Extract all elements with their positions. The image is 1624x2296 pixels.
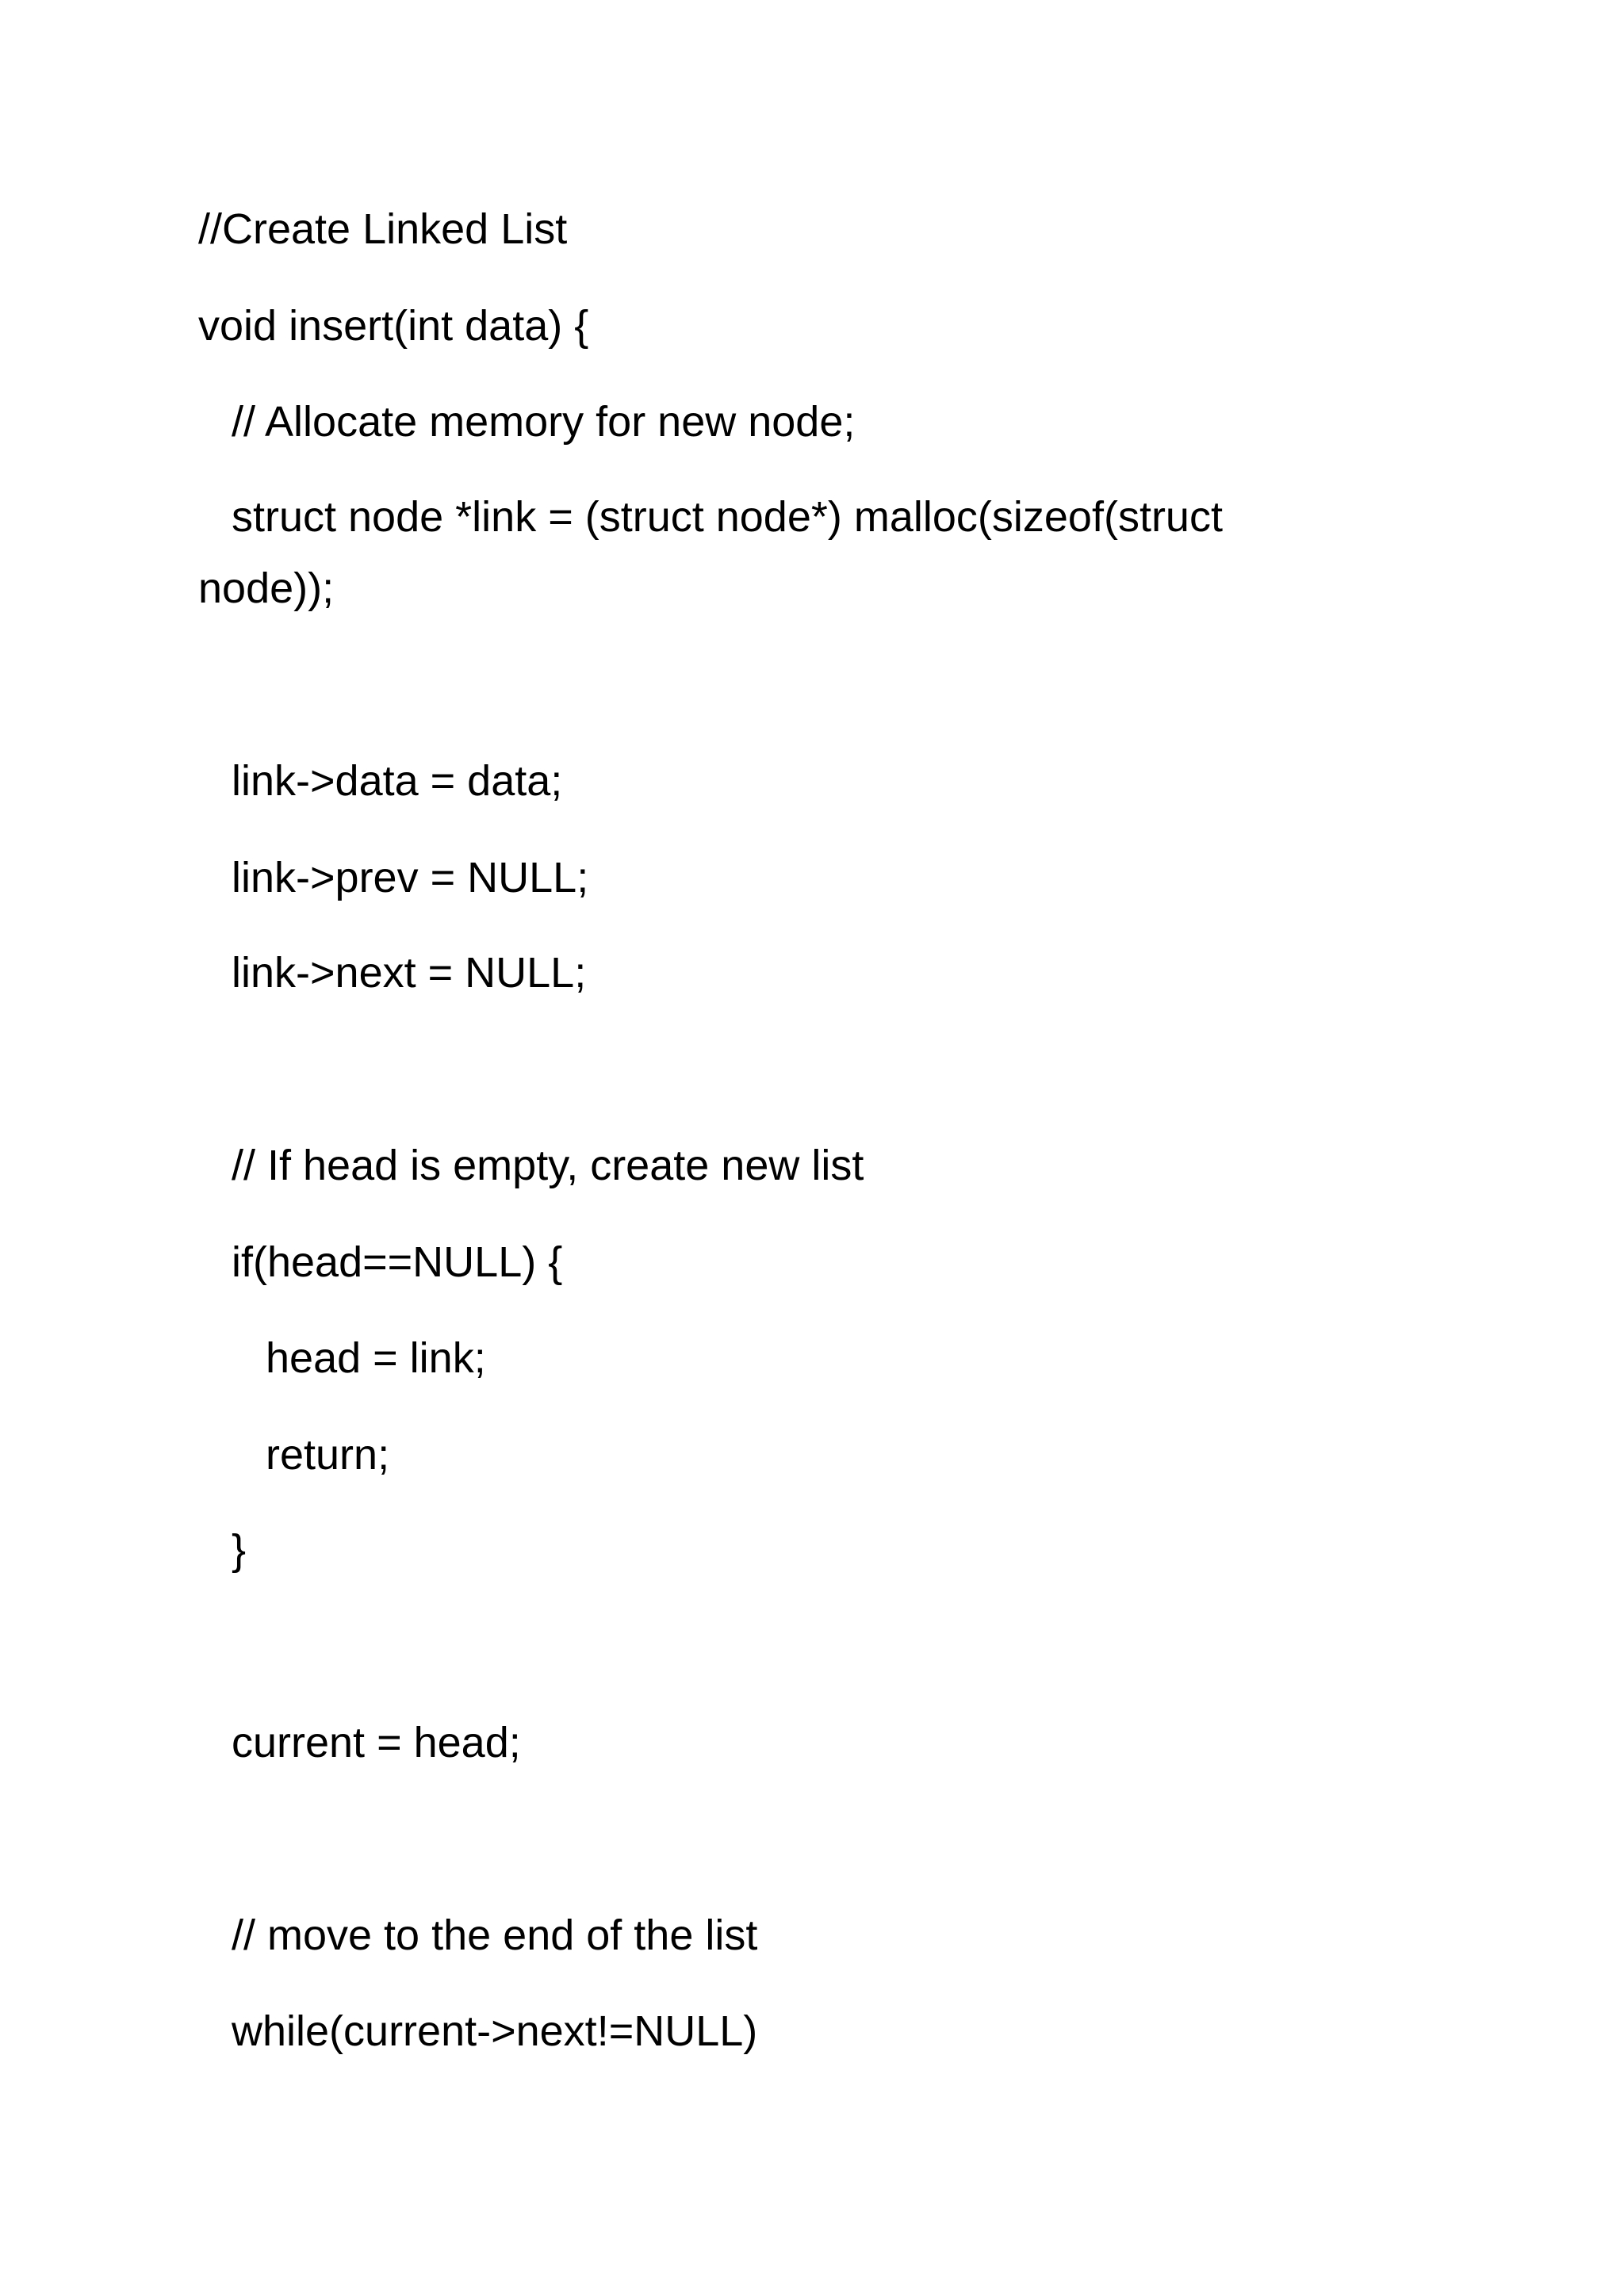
assign-data-line: link->data = data; xyxy=(232,757,563,805)
assign-prev-line: link->prev = NULL; xyxy=(232,854,589,901)
assign-current-line: current = head; xyxy=(232,1719,521,1766)
malloc-statement: struct node *link = (struct node*) malloc(sizeof(struct xyxy=(232,493,1223,541)
assign-head-line: head = link; xyxy=(266,1334,486,1382)
comment-allocate-memory: // Allocate memory for new node; xyxy=(232,398,856,446)
closing-brace-line: } xyxy=(232,1526,247,1574)
assign-next-line: link->next = NULL; xyxy=(232,949,587,997)
malloc-statement-continued: node)); xyxy=(198,564,335,612)
comment-move-to-end: // move to the end of the list xyxy=(232,1911,758,1959)
comment-create-linked-list: //Create Linked List xyxy=(198,205,568,253)
while-loop-line: while(current->next!=NULL) xyxy=(232,2007,758,2055)
comment-head-empty: // If head is empty, create new list xyxy=(232,1142,864,1189)
function-signature: void insert(int data) { xyxy=(198,302,589,350)
return-line: return; xyxy=(266,1431,390,1479)
if-head-null-line: if(head==NULL) { xyxy=(232,1238,563,1286)
